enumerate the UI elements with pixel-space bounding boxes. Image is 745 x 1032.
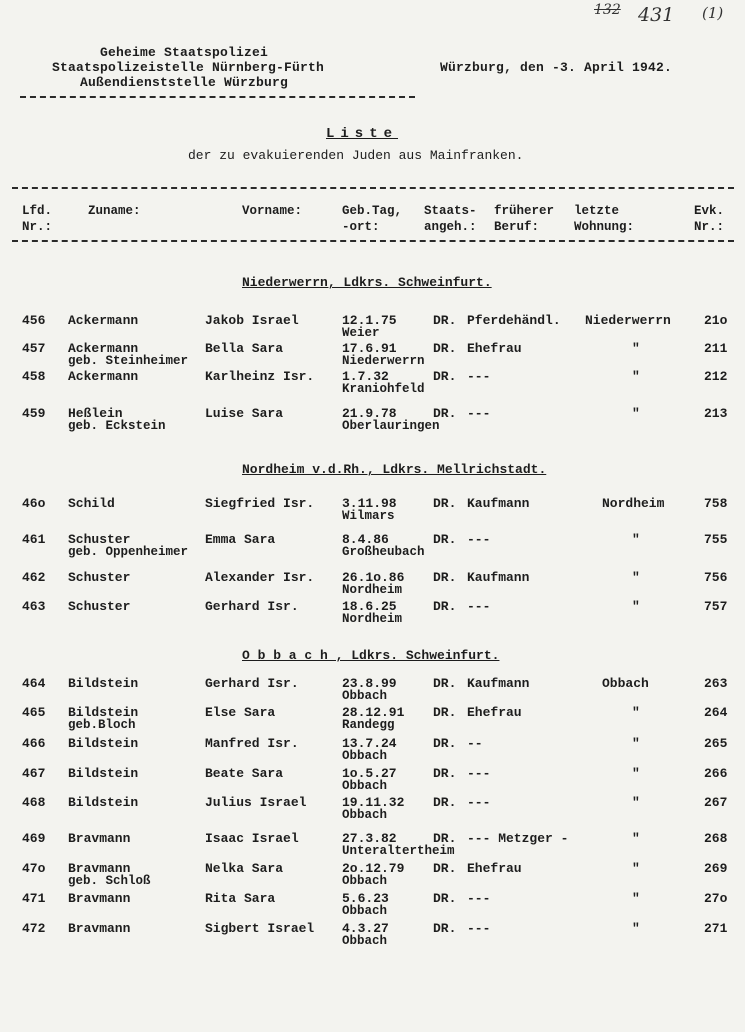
evacuation-number: 271 xyxy=(704,921,728,936)
first-name: Isaac Israel xyxy=(205,831,299,846)
birth-place: Obbach xyxy=(342,779,388,793)
first-name: Julius Israel xyxy=(205,795,307,810)
section-heading: Niederwerrn, Ldkrs. Schweinfurt. xyxy=(242,275,492,290)
col-lfd: Lfd. Nr.: xyxy=(22,204,53,234)
first-name: Luise Sara xyxy=(205,406,284,421)
row-number: 467 xyxy=(22,766,46,781)
row-number: 462 xyxy=(22,570,46,585)
agency-line-1: Geheime Staatspolizei xyxy=(100,45,269,60)
row-number: 466 xyxy=(22,736,46,751)
surname: Bravmann xyxy=(68,861,131,876)
citizenship: DR. xyxy=(433,795,457,810)
first-name: Sigbert Israel xyxy=(205,921,315,936)
occupation: --- xyxy=(467,795,491,810)
document-subtitle: der zu evakuierenden Juden aus Mainfranken. xyxy=(188,148,524,163)
occupation: Ehefrau xyxy=(467,705,522,720)
birth-date: 28.12.91 xyxy=(342,705,405,720)
evacuation-number: 265 xyxy=(704,736,728,751)
agency-line-3: Außendienststelle Würzburg xyxy=(80,75,289,90)
row-number: 461 xyxy=(22,532,46,547)
birth-place: Obbach xyxy=(342,934,388,948)
birth-date: 3.11.98 xyxy=(342,496,397,511)
row-number: 464 xyxy=(22,676,46,691)
birth-date: 13.7.24 xyxy=(342,736,397,751)
last-residence: " xyxy=(632,766,640,781)
citizenship: DR. xyxy=(433,369,457,384)
maiden-name: geb. Schloß xyxy=(68,874,151,888)
header-bottom-rule xyxy=(12,240,734,242)
evacuation-number: 212 xyxy=(704,369,728,384)
first-name: Karlheinz Isr. xyxy=(205,369,315,384)
birth-date: 23.8.99 xyxy=(342,676,397,691)
occupation: Kaufmann xyxy=(467,676,530,691)
birth-date: 12.1.75 xyxy=(342,313,397,328)
last-residence: " xyxy=(632,369,640,384)
first-name: Alexander Isr. xyxy=(205,570,315,585)
col-staats: Staats- angeh.: xyxy=(424,204,477,234)
surname: Bildstein xyxy=(68,736,139,751)
birth-place: Randegg xyxy=(342,718,395,732)
evacuation-number: 27o xyxy=(704,891,728,906)
last-residence: " xyxy=(632,891,640,906)
citizenship: DR. xyxy=(433,736,457,751)
birth-date: 27.3.82 xyxy=(342,831,397,846)
surname: Schuster xyxy=(68,570,131,585)
occupation: Pferdehändl. xyxy=(467,313,561,328)
agency-line-2: Staatspolizeistelle Nürnberg-Fürth xyxy=(52,60,325,75)
evacuation-number: 264 xyxy=(704,705,728,720)
citizenship: DR. xyxy=(433,861,457,876)
maiden-name: geb. Oppenheimer xyxy=(68,545,189,559)
occupation: -- xyxy=(467,736,483,751)
surname: Bildstein xyxy=(68,676,139,691)
birth-place: Obbach xyxy=(342,749,388,763)
last-residence: " xyxy=(632,532,640,547)
col-geb: Geb.Tag, -ort: xyxy=(342,204,403,234)
occupation: Kaufmann xyxy=(467,570,530,585)
surname: Bildstein xyxy=(68,705,139,720)
surname: Bravmann xyxy=(68,891,131,906)
occupation: --- xyxy=(467,369,491,384)
first-name: Gerhard Isr. xyxy=(205,599,299,614)
last-residence: " xyxy=(632,831,640,846)
col-wohnung: letzte Wohnung: xyxy=(574,204,635,234)
row-number: 471 xyxy=(22,891,46,906)
occupation: Ehefrau xyxy=(467,861,522,876)
birth-date: 4.3.27 xyxy=(342,921,389,936)
first-name: Beate Sara xyxy=(205,766,284,781)
first-name: Siegfried Isr. xyxy=(205,496,315,511)
birth-place: Niederwerrn xyxy=(342,354,425,368)
col-evk: Evk. Nr.: xyxy=(694,204,725,234)
occupation: --- Metzger - xyxy=(467,831,569,846)
occupation: --- xyxy=(467,599,491,614)
birth-place: Obbach xyxy=(342,689,388,703)
last-residence: Obbach xyxy=(602,676,649,691)
last-residence: " xyxy=(632,570,640,585)
citizenship: DR. xyxy=(433,599,457,614)
birth-place: Nordheim xyxy=(342,583,403,597)
occupation: Ehefrau xyxy=(467,341,522,356)
birth-place: Großheubach xyxy=(342,545,425,559)
occupation: --- xyxy=(467,921,491,936)
row-number: 465 xyxy=(22,705,46,720)
archive-number-1: 132 xyxy=(594,2,621,18)
birth-place: Nordheim xyxy=(342,612,403,626)
last-residence: " xyxy=(632,861,640,876)
birth-date: 1o.5.27 xyxy=(342,766,397,781)
col-beruf: früherer Beruf: xyxy=(494,204,555,234)
surname: Schuster xyxy=(68,532,131,547)
row-number: 458 xyxy=(22,369,46,384)
citizenship: DR. xyxy=(433,891,457,906)
evacuation-number: 213 xyxy=(704,406,728,421)
evacuation-number: 758 xyxy=(704,496,728,511)
occupation: --- xyxy=(467,406,491,421)
last-residence: Niederwerrn xyxy=(585,313,671,328)
occupation: --- xyxy=(467,891,491,906)
evacuation-number: 269 xyxy=(704,861,728,876)
evacuation-number: 267 xyxy=(704,795,728,810)
birth-place: Unteraltertheim xyxy=(342,844,455,858)
col-vorname: Vorname: xyxy=(242,204,303,218)
row-number: 456 xyxy=(22,313,46,328)
surname: Bravmann xyxy=(68,921,131,936)
citizenship: DR. xyxy=(433,831,457,846)
evacuation-number: 755 xyxy=(704,532,728,547)
citizenship: DR. xyxy=(433,676,457,691)
surname: Bravmann xyxy=(68,831,131,846)
first-name: Rita Sara xyxy=(205,891,276,906)
surname: Ackermann xyxy=(68,369,139,384)
surname: Bildstein xyxy=(68,766,139,781)
row-number: 47o xyxy=(22,861,46,876)
maiden-name: geb.Bloch xyxy=(68,718,136,732)
last-residence: " xyxy=(632,795,640,810)
archive-number-2: 431 xyxy=(638,4,675,26)
birth-date: 17.6.91 xyxy=(342,341,397,356)
birth-date: 1.7.32 xyxy=(342,369,389,384)
evacuation-number: 757 xyxy=(704,599,728,614)
citizenship: DR. xyxy=(433,496,457,511)
birth-date: 8.4.86 xyxy=(342,532,389,547)
surname: Bildstein xyxy=(68,795,139,810)
birth-date: 2o.12.79 xyxy=(342,861,405,876)
row-number: 457 xyxy=(22,341,46,356)
evacuation-number: 268 xyxy=(704,831,728,846)
last-residence: " xyxy=(632,705,640,720)
citizenship: DR. xyxy=(433,313,457,328)
birth-date: 18.6.25 xyxy=(342,599,397,614)
last-residence: " xyxy=(632,599,640,614)
citizenship: DR. xyxy=(433,921,457,936)
archive-number-3: (1) xyxy=(702,4,724,22)
citizenship: DR. xyxy=(433,705,457,720)
first-name: Nelka Sara xyxy=(205,861,284,876)
maiden-name: geb. Eckstein xyxy=(68,419,166,433)
first-name: Gerhard Isr. xyxy=(205,676,299,691)
birth-place: Obbach xyxy=(342,904,388,918)
surname: Heßlein xyxy=(68,406,123,421)
evacuation-number: 211 xyxy=(704,341,728,356)
row-number: 468 xyxy=(22,795,46,810)
header-underline xyxy=(20,96,415,98)
last-residence: " xyxy=(632,736,640,751)
evacuation-number: 756 xyxy=(704,570,728,585)
evacuation-number: 266 xyxy=(704,766,728,781)
citizenship: DR. xyxy=(433,341,457,356)
birth-date: 26.1o.86 xyxy=(342,570,405,585)
occupation: --- xyxy=(467,766,491,781)
citizenship: DR. xyxy=(433,532,457,547)
row-number: 472 xyxy=(22,921,46,936)
birth-place: Wilmars xyxy=(342,509,395,523)
birth-date: 19.11.32 xyxy=(342,795,405,810)
first-name: Else Sara xyxy=(205,705,276,720)
first-name: Bella Sara xyxy=(205,341,284,356)
surname: Schild xyxy=(68,496,115,511)
first-name: Jakob Israel xyxy=(205,313,299,328)
citizenship: DR. xyxy=(433,406,457,421)
row-number: 459 xyxy=(22,406,46,421)
maiden-name: geb. Steinheimer xyxy=(68,354,189,368)
first-name: Emma Sara xyxy=(205,532,276,547)
citizenship: DR. xyxy=(433,766,457,781)
evacuation-number: 21o xyxy=(704,313,728,328)
birth-place: Weier xyxy=(342,326,380,340)
birth-date: 5.6.23 xyxy=(342,891,389,906)
section-heading: Nordheim v.d.Rh., Ldkrs. Mellrichstadt. xyxy=(242,462,547,477)
surname: Schuster xyxy=(68,599,131,614)
first-name: Manfred Isr. xyxy=(205,736,299,751)
citizenship: DR. xyxy=(433,570,457,585)
row-number: 46o xyxy=(22,496,46,511)
birth-place: Oberlauringen xyxy=(342,419,440,433)
birth-place: Obbach xyxy=(342,808,388,822)
row-number: 469 xyxy=(22,831,46,846)
birth-date: 21.9.78 xyxy=(342,406,397,421)
surname: Ackermann xyxy=(68,341,139,356)
document-title: Liste xyxy=(326,126,399,142)
occupation: --- xyxy=(467,532,491,547)
occupation: Kaufmann xyxy=(467,496,530,511)
section-heading: O b b a c h , Ldkrs. Schweinfurt. xyxy=(242,648,500,663)
surname: Ackermann xyxy=(68,313,139,328)
last-residence: " xyxy=(632,406,640,421)
col-zuname: Zuname: xyxy=(88,204,141,218)
evacuation-number: 263 xyxy=(704,676,728,691)
row-number: 463 xyxy=(22,599,46,614)
birth-place: Kraniohfeld xyxy=(342,382,425,396)
last-residence: " xyxy=(632,341,640,356)
document-date: Würzburg, den -3. April 1942. xyxy=(440,60,673,75)
birth-place: Obbach xyxy=(342,874,388,888)
table-top-rule xyxy=(12,187,734,189)
last-residence: " xyxy=(632,921,640,936)
last-residence: Nordheim xyxy=(602,496,665,511)
